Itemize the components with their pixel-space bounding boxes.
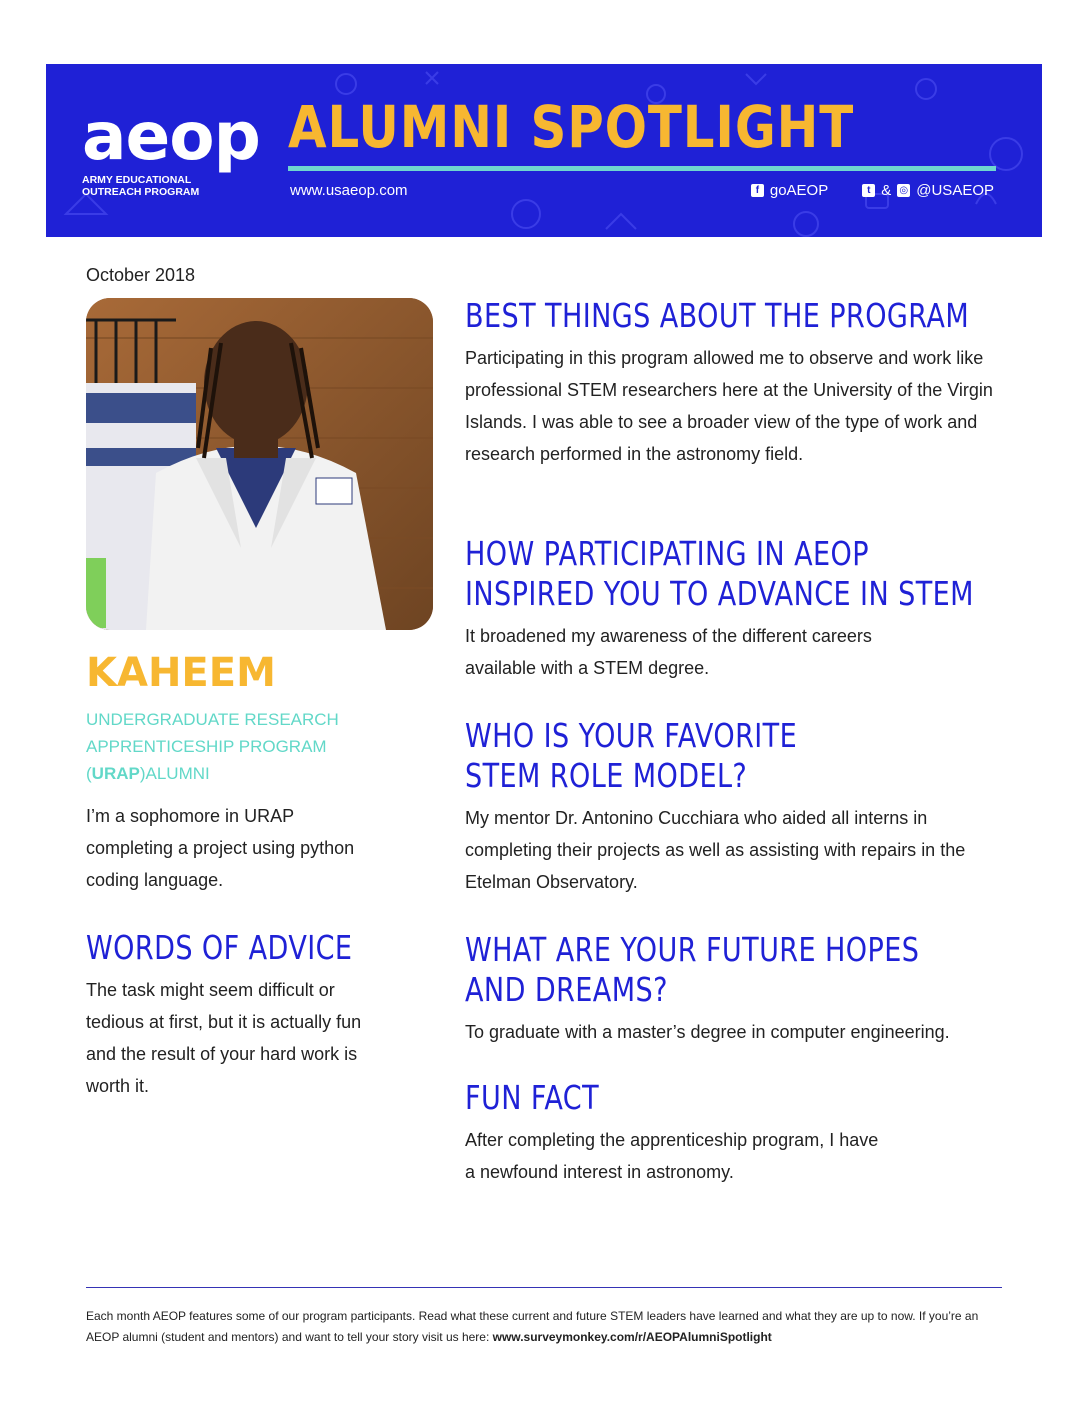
facebook-handle[interactable]: goAEOP: [769, 182, 829, 199]
aeop-logo[interactable]: [82, 98, 272, 202]
section-best-things: [465, 296, 1005, 470]
footer-divider: [86, 1287, 1002, 1288]
program-line-1: UNDERGRADUATE RESEARCH: [86, 710, 339, 729]
inspired-heading-line-1: HOW PARTICIPATING IN AEOP: [465, 534, 869, 573]
issue-date: October 2018: [86, 265, 196, 285]
future-heading-line-1: WHAT ARE YOUR FUTURE HOPES: [465, 930, 920, 969]
fun-fact-heading: FUN FACT: [465, 1078, 600, 1117]
program-name: [86, 706, 386, 787]
fun-fact-body-line-2: a newfound interest in astronomy.: [465, 1162, 734, 1182]
role-model-body: My mentor Dr. Antonino Cucchiara who aided all interns in completing their projects as well as assisting with repairs in the Etelman Observatory.: [465, 808, 966, 892]
future-body: To graduate with a master’s degree in computer engineering.: [465, 1022, 950, 1042]
advice-heading: WORDS OF ADVICE: [86, 928, 353, 967]
footer-note: [86, 1306, 1006, 1348]
twitter-icon[interactable]: t: [862, 184, 875, 197]
alumni-intro: I’m a sophomore in URAP completing a project using python coding language.: [86, 806, 355, 890]
section-inspired: [465, 534, 1005, 684]
program-abbrev: URAP: [91, 764, 140, 783]
page-title: ALUMNI SPOTLIGHT: [288, 93, 855, 161]
instagram-icon[interactable]: ◎: [897, 184, 910, 197]
facebook-icon[interactable]: f: [751, 184, 764, 197]
footer-text: Each month AEOP features some of our program participants. Read what these current and future STEM leaders have learned and what they are up to now. If you’re an AEOP alumni (student and mentors) and want to tell your story visit us here:: [86, 1309, 979, 1344]
photo-illustration: [86, 298, 433, 630]
role-model-heading-line-2: STEM ROLE MODEL?: [465, 756, 748, 795]
website-link[interactable]: www.usaeop.com: [290, 182, 408, 199]
title-rule: [288, 166, 996, 171]
fun-fact-body-line-1: After completing the apprenticeship program, I have: [465, 1130, 879, 1150]
social-links: [751, 182, 994, 199]
social-joiner: &: [881, 182, 892, 199]
best-things-heading: BEST THINGS ABOUT THE PROGRAM: [465, 296, 970, 335]
profile-photo: [86, 298, 433, 630]
section-role-model: [465, 716, 1005, 898]
inspired-body: It broadened my awareness of the different careers available with a STEM degree.: [465, 626, 872, 678]
role-model-heading-line-1: WHO IS YOUR FAVORITE: [465, 716, 798, 755]
logo-subtitle: ARMY EDUCATIONAL OUTREACH PROGRAM: [82, 174, 200, 198]
survey-link[interactable]: www.surveymonkey.com/r/AEOPAlumniSpotlight: [492, 1330, 772, 1344]
header-banner: [46, 64, 1042, 237]
advice-body: The task might seem difficult or tedious at first, but it is actually fun and the result of your hard work is worth it.: [86, 980, 362, 1096]
inspired-heading-line-2: INSPIRED YOU TO ADVANCE IN STEM: [465, 574, 974, 613]
logo-wordmark: aeop: [82, 98, 260, 175]
future-heading-line-2: AND DREAMS?: [465, 970, 668, 1009]
section-future: [465, 930, 1025, 1048]
alumni-name: KAHEEM: [86, 650, 276, 696]
best-things-body: Participating in this program allowed me to observe and work like professional STEM researchers here at the University of the Virgin Islands. I was able to see a broader view of the type of work and research performed in the astronomy field.: [465, 348, 993, 464]
social-handle[interactable]: @USAEOP: [916, 182, 994, 199]
program-close: )ALUMNI: [139, 764, 210, 783]
section-fun-fact: [465, 1078, 1005, 1188]
program-line-2: APPRENTICESHIP PROGRAM: [86, 737, 327, 756]
program-open: (: [86, 764, 92, 783]
section-advice: [86, 928, 386, 1102]
program-line-3: [86, 760, 386, 787]
